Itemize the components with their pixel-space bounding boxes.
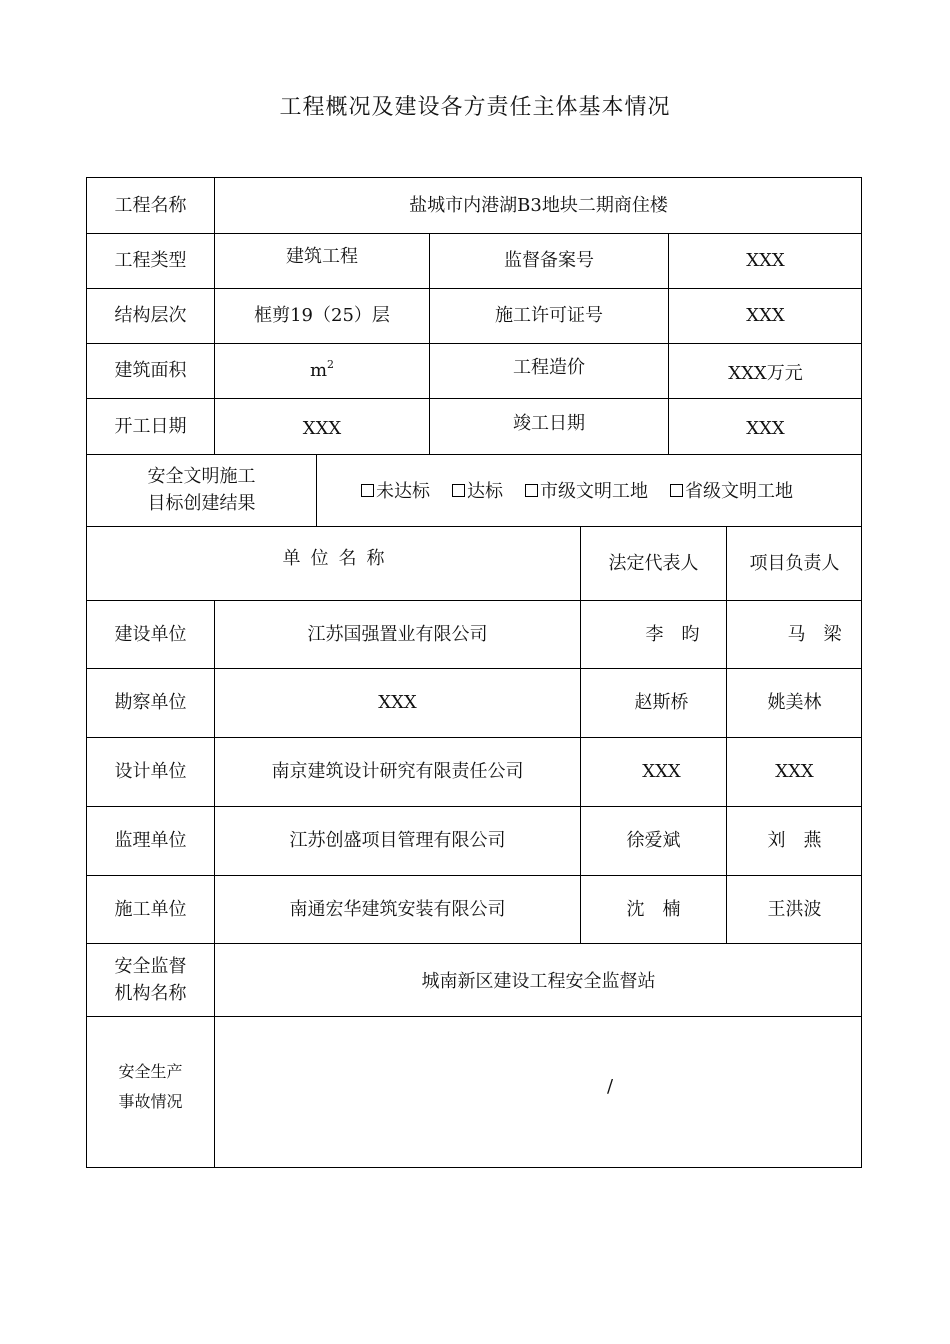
unit-project-lead: 王洪波 — [767, 898, 822, 920]
project-cost-value: XXX万元 — [728, 363, 803, 384]
finish-date-value: XXX — [746, 418, 785, 439]
project-type-label: 工程类型 — [114, 250, 187, 271]
building-area-value: m $^2$ — [215, 343, 429, 398]
unit-name: 江苏国强置业有限公司 — [307, 623, 488, 645]
unit-name-header: 单位名称 — [282, 547, 395, 569]
supervision-label-line2: 机构名称 — [114, 982, 187, 1004]
checkbox-icon — [670, 484, 683, 497]
checkbox-icon — [525, 484, 538, 497]
unit-role: 监理单位 — [114, 830, 187, 851]
project-type-value: 建筑工程 — [286, 246, 358, 267]
project-name-value: 盐城市内港湖B3地块二期商住楼 — [409, 195, 668, 216]
project-name-label: 工程名称 — [114, 195, 187, 216]
building-area-label: 建筑面积 — [114, 360, 187, 381]
legal-rep-header: 法定代表人 — [608, 552, 699, 574]
structure-value: 框剪19（25）层 — [254, 305, 390, 326]
unit-role: 设计单位 — [114, 761, 187, 782]
unit-role: 勘察单位 — [114, 692, 187, 713]
unit-legal-rep: 李 昀 — [645, 623, 700, 645]
unit-name: XXX — [378, 692, 417, 713]
safety-goal-label-line2: 目标创建结果 — [147, 493, 256, 514]
safety-goal-label-line1: 安全文明施工 — [147, 466, 256, 487]
unit-role: 建设单位 — [114, 623, 187, 645]
start-date-value: XXX — [302, 418, 342, 439]
option-city-civilized-site[interactable] — [525, 478, 648, 505]
option-label: 市级文明工地 — [540, 480, 648, 502]
option-label: 达标 — [467, 480, 503, 502]
safety-goal-label — [87, 454, 316, 526]
unit-legal-rep: 赵斯桥 — [634, 692, 689, 713]
unit-legal-rep: 徐爱斌 — [626, 830, 681, 851]
start-date-label: 开工日期 — [114, 416, 187, 437]
checkbox-icon — [452, 484, 465, 497]
record-number-value: XXX — [746, 250, 785, 271]
unit-name: 南通宏华建筑安装有限公司 — [289, 898, 506, 920]
unit-project-lead: 刘 燕 — [767, 830, 822, 851]
accidents-value: / — [606, 1076, 614, 1097]
project-cost-label: 工程造价 — [513, 357, 585, 378]
accidents-label-line1: 安全生产 — [118, 1061, 183, 1081]
unit-name: 南京建筑设计研究有限责任公司 — [271, 761, 524, 782]
safety-goal-options — [317, 455, 862, 527]
unit-legal-rep: 沈 楠 — [626, 898, 681, 920]
page-title: 工程概况及建设各方责任主体基本情况 — [279, 95, 671, 120]
permit-number-value: XXX — [746, 305, 785, 326]
record-number-label: 监督备案号 — [504, 250, 594, 271]
accidents-label-line2: 事故情况 — [118, 1091, 183, 1111]
option-province-civilized-site[interactable] — [670, 478, 793, 505]
option-label: 未达标 — [376, 480, 430, 502]
permit-number-label: 施工许可证号 — [495, 305, 603, 326]
option-not-met[interactable] — [361, 478, 430, 505]
unit-role: 施工单位 — [114, 898, 187, 920]
unit-project-lead: XXX — [775, 761, 814, 782]
project-lead-header: 项目负责人 — [749, 552, 840, 574]
checkbox-icon — [361, 484, 374, 497]
supervision-label — [87, 943, 214, 1016]
area-unit: m — [309, 360, 328, 381]
supervision-value: 城南新区建设工程安全监督站 — [421, 971, 656, 992]
unit-legal-rep: XXX — [642, 761, 681, 782]
unit-name: 江苏创盛项目管理有限公司 — [289, 830, 506, 851]
unit-project-lead: 姚美林 — [767, 692, 822, 713]
option-label: 省级文明工地 — [685, 480, 793, 502]
finish-date-label: 竣工日期 — [513, 413, 585, 434]
unit-project-lead: 马 梁 — [787, 623, 842, 645]
structure-label: 结构层次 — [114, 305, 187, 326]
accidents-label — [87, 1016, 214, 1167]
option-met[interactable] — [452, 478, 503, 505]
supervision-label-line1: 安全监督 — [114, 955, 187, 977]
